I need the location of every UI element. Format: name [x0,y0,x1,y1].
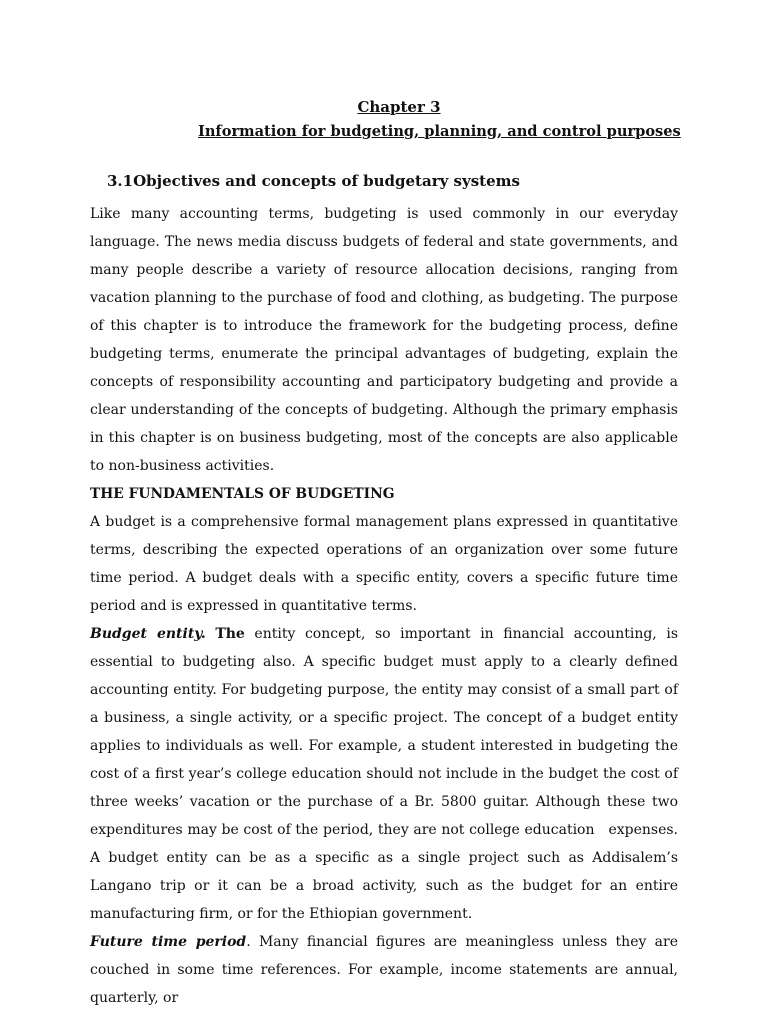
paragraph-intro: Like many accounting terms, budgeting is used commonly in our everyday language. The news media discuss budgets of federal and state governments, and many people describe a variety of resource allocation decisions, ranging from vacation planning to the purchase of food and clothing, as budgeting. The purpose of this chapter is to introduce the framework for the budgeting process, define budgeting terms, enumerate the principal advantages of budgeting, explain the concepts of responsibility accounting and participatory budgeting and provide a clear understanding of the concepts of budgeting. Although the primary emphasis in this chapter is on business budgeting, most of the concepts are also applicable to non-business activities. [90,206,678,474]
section-heading: 3.1Objectives and concepts of budgetary systems [107,172,520,190]
chapter-subtitle: Information for budgeting, planning, and control purposes [198,123,681,140]
future-time-lead: Future time period [90,934,247,950]
future-time-text: . Many financial figures are meaningless unless they are couched in some time references. For example, income statements are annual, quarterly, or [90,934,678,1006]
fundamentals-heading: THE FUNDAMENTALS OF BUDGETING [90,486,395,502]
document-body [90,200,678,1012]
chapter-title: Chapter 3 [357,98,441,116]
paragraph-budget-entity [90,620,678,928]
budget-entity-text: entity concept, so important in financial accounting, is essential to budgeting also. A specific budget must apply to a clearly defined accounting entity. For budgeting purpose, the entity may consist of a small part of a business, a single activity, or a specific project. The concept of a budget entity applies to individuals as well. For example, a student interested in budgeting the cost of a first year’s college education should not include in the budget the cost of three weeks’ vacation or the purchase of a Br. 5800 guitar. Although these two expenditures may be cost of the period, they are not college education expenses. A budget entity can be as a specific as a single project such as Addisalem’s Langano trip or it can be a broad activity, such as the budget for an entire manufacturing firm, or for the Ethiopian government. [90,626,678,922]
budget-entity-lead-tail: The [215,626,245,642]
paragraph-budget-definition: A budget is a comprehensive formal management plans expressed in quantitative terms, describing the expected operations of an organization over some future time period. A budget deals with a specific entity, covers a specific future time period and is expressed in quantitative terms. [90,514,678,614]
budget-entity-lead: Budget entity. [90,626,206,642]
paragraph-future-time [90,928,678,1012]
